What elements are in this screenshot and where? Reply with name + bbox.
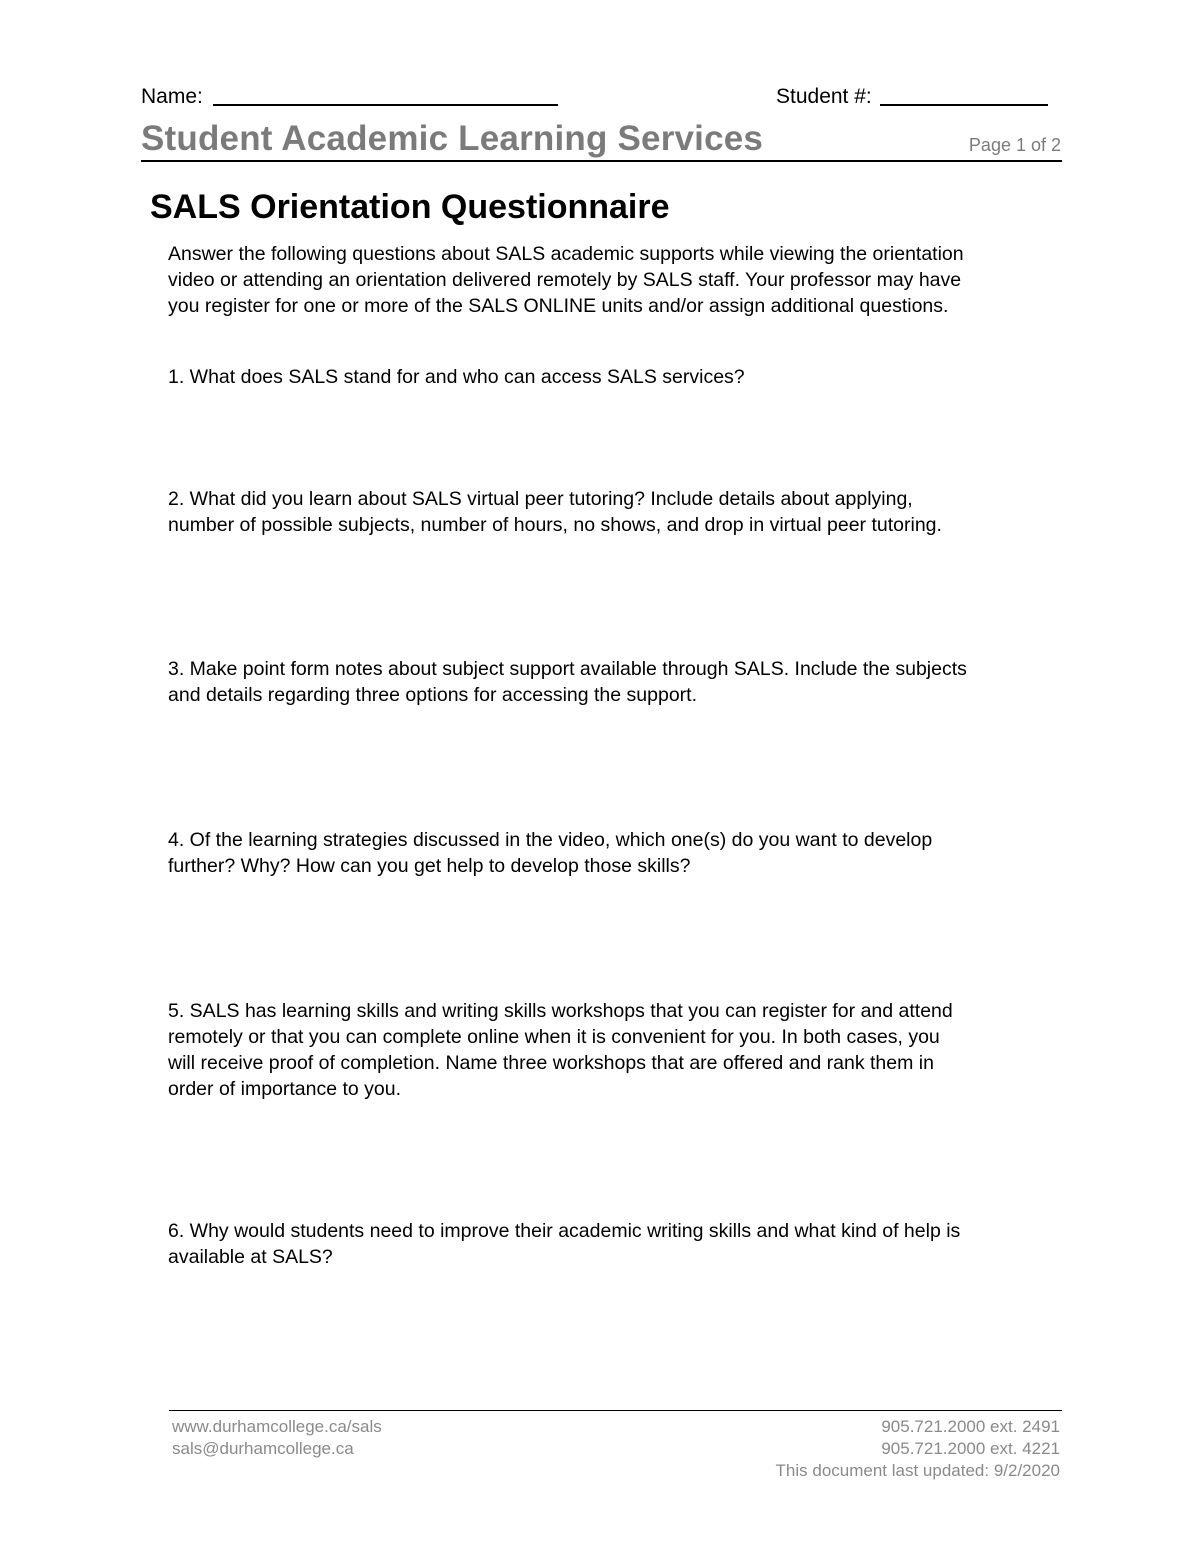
intro-line: video or attending an orientation delivered remotely by SALS staff. Your professor may have <box>168 269 962 291</box>
email-link[interactable]: sals@durhamcollege.ca <box>172 1439 354 1458</box>
question-line: 1. What does SALS stand for and who can access SALS services? <box>168 366 745 388</box>
question-line: remotely or that you can complete online when it is convenient for you. In both cases, you <box>168 1026 940 1048</box>
last-updated: This document last updated: 9/2/2020 <box>775 1461 1060 1480</box>
footer-divider <box>169 1410 1062 1411</box>
question-line: 3. Make point form notes about subject support available through SALS. Include the subjects <box>168 658 967 680</box>
question-1 <box>168 364 745 390</box>
name-field[interactable] <box>213 104 558 106</box>
question-2 <box>168 486 942 538</box>
question-line: and details regarding three options for accessing the support. <box>168 684 697 706</box>
question-line: 4. Of the learning strategies discussed in the video, which one(s) do you want to develop <box>168 829 933 851</box>
question-5 <box>168 998 953 1102</box>
student-number-label: Student #: <box>776 85 872 108</box>
document-title: SALS Orientation Questionnaire <box>150 188 670 226</box>
intro-line: Answer the following questions about SALS academic supports while viewing the orientation <box>168 243 964 265</box>
intro-line: you register for one or more of the SALS ONLINE units and/or assign additional questions. <box>168 295 949 317</box>
footer-phone-info <box>776 1416 1060 1482</box>
question-3 <box>168 656 967 708</box>
question-line: 2. What did you learn about SALS virtual peer tutoring? Include details about applying, <box>168 488 913 510</box>
question-4 <box>168 827 932 879</box>
intro-paragraph <box>168 241 964 319</box>
department-heading: Student Academic Learning Services <box>141 119 764 158</box>
student-number-field[interactable] <box>880 104 1048 106</box>
website-link[interactable]: www.durhamcollege.ca/sals <box>172 1417 382 1436</box>
phone-number: 905.721.2000 ext. 4221 <box>881 1439 1060 1458</box>
question-line: number of possible subjects, number of hours, no shows, and drop in virtual peer tutoring. <box>168 514 942 536</box>
question-line: will receive proof of completion. Name three workshops that are offered and rank them in <box>168 1052 934 1074</box>
footer-contact <box>172 1416 382 1460</box>
question-line: available at SALS? <box>168 1246 333 1268</box>
question-line: further? Why? How can you get help to develop those skills? <box>168 855 691 877</box>
question-line: order of importance to you. <box>168 1078 402 1100</box>
header-divider <box>141 160 1062 162</box>
question-line: 6. Why would students need to improve their academic writing skills and what kind of help is <box>168 1220 961 1242</box>
question-line: 5. SALS has learning skills and writing skills workshops that you can register for and attend <box>168 1000 953 1022</box>
page-number: Page 1 of 2 <box>968 135 1061 155</box>
name-label: Name: <box>141 85 203 108</box>
question-6 <box>168 1218 960 1270</box>
phone-number: 905.721.2000 ext. 2491 <box>881 1417 1060 1436</box>
